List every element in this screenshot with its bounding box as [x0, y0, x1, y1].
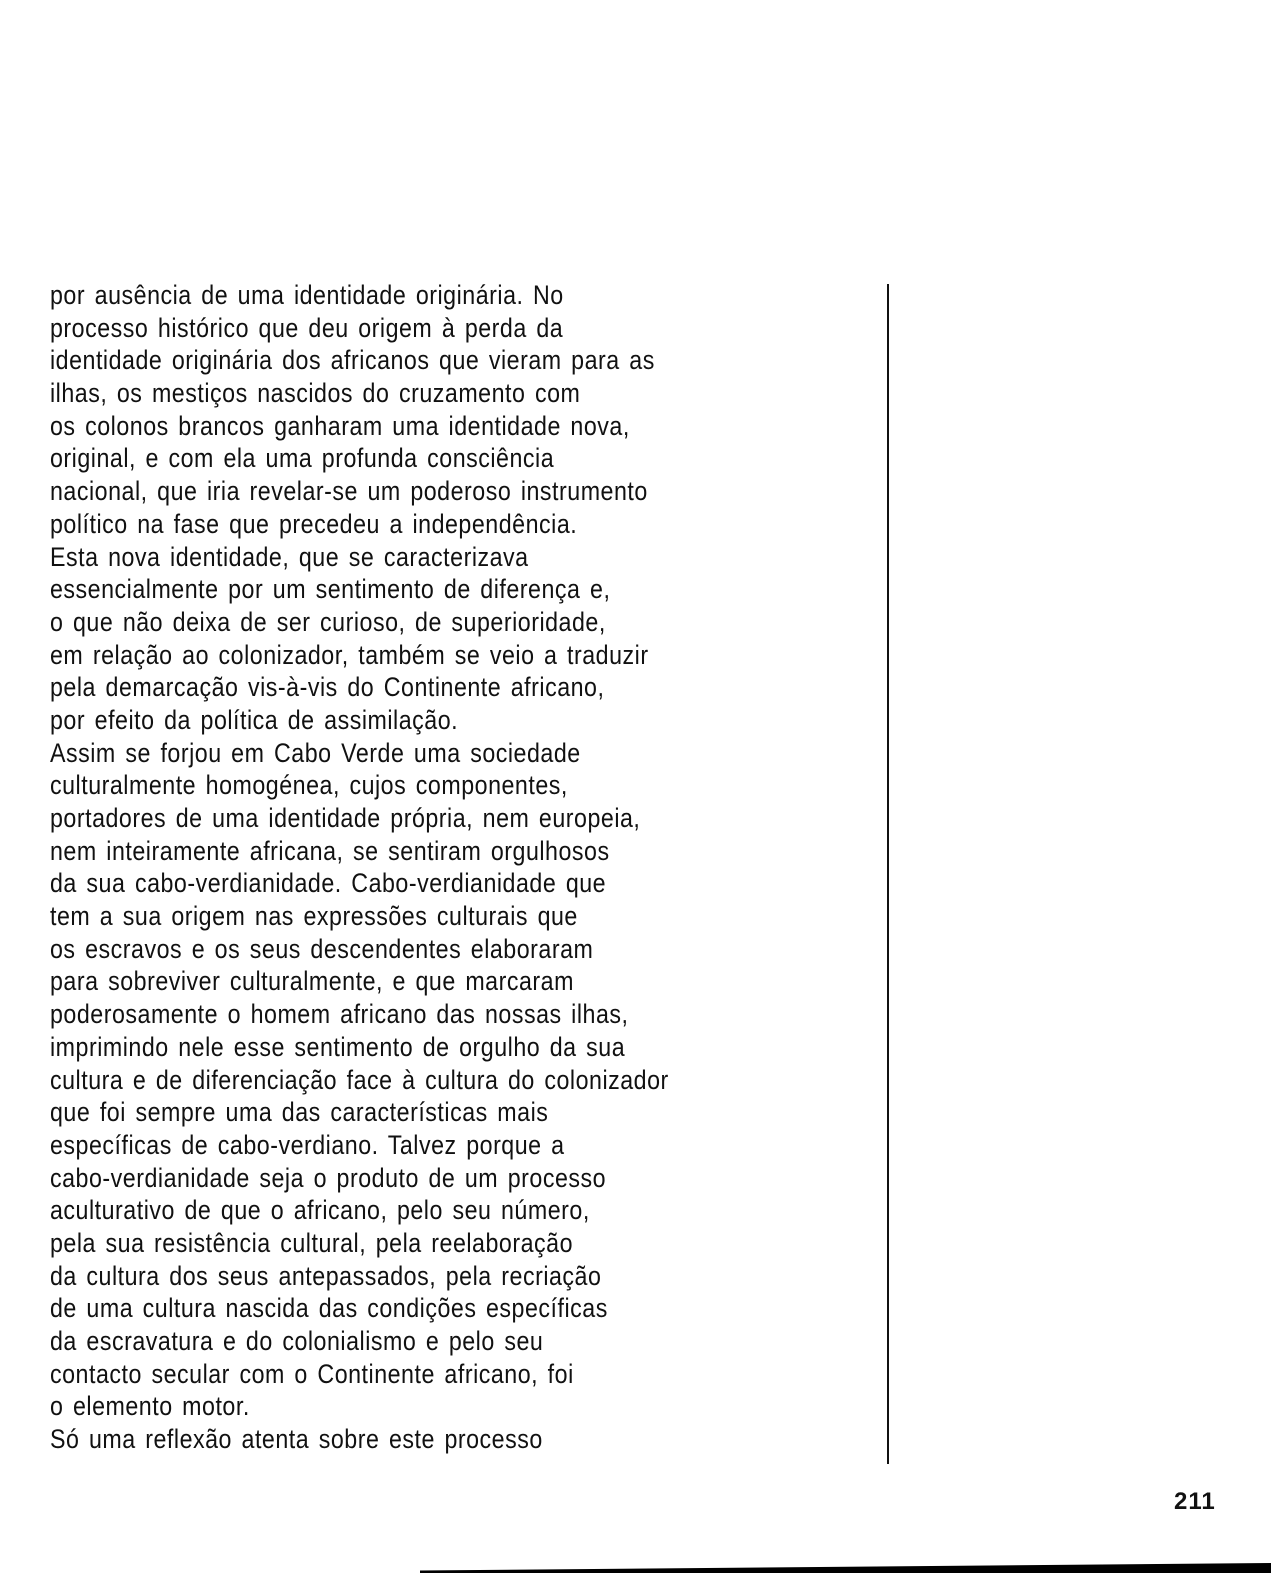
text-line: poderosamente o homem africano das nossas ilhas,: [50, 999, 629, 1030]
text-line: para sobreviver culturalmente, e que marcaram: [50, 966, 574, 997]
text-line: da sua cabo-verdianidade. Cabo-verdianidade que: [50, 868, 607, 899]
text-line: por ausência de uma identidade originária. No: [50, 280, 564, 310]
text-line: tem a sua origem nas expressões culturais que: [50, 901, 578, 932]
scan-bottom-edge: [420, 1563, 1271, 1573]
text-line: nem inteiramente africana, se sentiram orgulhosos: [50, 835, 610, 866]
text-line: contacto secular com o Continente africano, foi: [50, 1358, 574, 1389]
text-line: da cultura dos seus antepassados, pela recriação: [50, 1260, 602, 1291]
text-line: específicas de cabo-verdiano. Talvez porque a: [50, 1129, 565, 1160]
text-line: identidade originária dos africanos que vieram para as: [50, 345, 655, 376]
text-line: ilhas, os mestiços nascidos do cruzamento com: [50, 378, 581, 409]
text-line: cabo-verdianidade seja o produto de um processo: [50, 1162, 607, 1193]
text-line: processo histórico que deu origem à perda da: [50, 312, 564, 343]
text-line: da escravatura e do colonialismo e pelo seu: [50, 1326, 544, 1356]
text-line: por efeito da política de assimilação.: [50, 704, 459, 735]
text-line: de uma cultura nascida das condições específicas: [50, 1293, 608, 1324]
body-text: [50, 279, 880, 1456]
text-line: político na fase que precedeu a independência.: [50, 508, 578, 539]
text-line: o elemento motor.: [50, 1391, 250, 1422]
page-number: 211: [1174, 1488, 1216, 1515]
text-line: em relação ao colonizador, também se veio a traduzir: [50, 639, 649, 670]
text-line: imprimindo nele esse sentimento de orgulho da sua: [50, 1031, 626, 1062]
text-line: o que não deixa de ser curioso, de superioridade,: [50, 606, 606, 637]
text-line: pela demarcação vis-à-vis do Continente africano,: [50, 672, 605, 703]
text-line: os escravos e os seus descendentes elaboraram: [50, 933, 594, 964]
text-line: culturalmente homogénea, cujos componentes,: [50, 770, 568, 801]
text-line: essencialmente por um sentimento de diferença e,: [50, 574, 611, 605]
text-line: os colonos brancos ganharam uma identidade nova,: [50, 410, 630, 441]
text-line: cultura e de diferenciação face à cultura do colonizador: [50, 1064, 669, 1095]
text-line: nacional, que iria revelar-se um poderoso instrumento: [50, 476, 648, 507]
text-line: Esta nova identidade, que se caracterizava: [50, 541, 529, 572]
text-line: Assim se forjou em Cabo Verde uma sociedade: [50, 737, 581, 768]
text-line: portadores de uma identidade própria, nem europeia,: [50, 803, 641, 833]
text-line: que foi sempre uma das características mais: [50, 1097, 549, 1128]
margin-vertical-rule: [887, 284, 889, 1464]
text-line: Só uma reflexão atenta sobre este processo: [50, 1424, 543, 1455]
text-line: aculturativo de que o africano, pelo seu número,: [50, 1195, 590, 1226]
text-line: pela sua resistência cultural, pela reelaboração: [50, 1227, 574, 1258]
text-line: original, e com ela uma profunda consciência: [50, 443, 555, 474]
